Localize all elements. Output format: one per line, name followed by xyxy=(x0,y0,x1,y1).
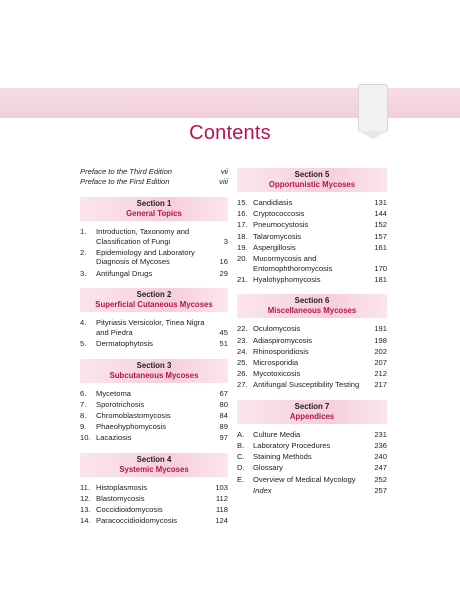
entry-page: 131 xyxy=(374,198,387,207)
toc-entry[interactable] xyxy=(80,422,228,432)
section-title: Subcutaneous Mycoses xyxy=(109,370,199,380)
entry-number: 8. xyxy=(80,410,87,420)
entry-page: 191 xyxy=(374,324,387,334)
entry-page: 252 xyxy=(374,474,387,484)
section-number: Section 5 xyxy=(294,170,330,179)
section-header[interactable] xyxy=(80,288,228,312)
toc-entry[interactable] xyxy=(237,369,387,379)
toc-entry[interactable] xyxy=(237,275,387,285)
toc-entry[interactable] xyxy=(80,505,228,515)
toc-entry[interactable] xyxy=(80,400,228,410)
section-header[interactable] xyxy=(80,453,228,477)
entry-number: 15. xyxy=(237,198,248,207)
toc-entry[interactable] xyxy=(80,516,228,526)
entry-number: 22. xyxy=(237,324,248,334)
entry-page: 157 xyxy=(374,231,387,241)
toc-entry[interactable] xyxy=(80,411,228,421)
entry-title: Chromoblastomycosis xyxy=(96,410,171,420)
section-number: Section 1 xyxy=(136,199,172,208)
toc-entry[interactable] xyxy=(237,254,387,273)
entry-number: 20. xyxy=(237,253,248,263)
section-number: Section 6 xyxy=(294,296,330,306)
entry-page: 202 xyxy=(374,346,387,356)
entry-title: Microsporidia xyxy=(253,357,299,367)
entry-title: Cryptococcosis xyxy=(253,209,305,219)
entry-page: 29 xyxy=(219,268,228,278)
toc-entry[interactable] xyxy=(80,227,228,246)
toc-entry[interactable] xyxy=(80,494,228,504)
entry-number: D. xyxy=(237,463,245,473)
entry-page: 181 xyxy=(374,274,387,284)
entry-title: Hyalohyphomycosis xyxy=(253,274,321,284)
entry-number: 13. xyxy=(80,505,91,515)
right-column xyxy=(237,158,387,497)
section-number: Section 2 xyxy=(136,290,172,300)
entry-page: 170 xyxy=(374,263,387,273)
toc-entry[interactable] xyxy=(237,475,387,485)
section-header[interactable] xyxy=(237,168,387,192)
toc-entry[interactable] xyxy=(237,347,387,357)
entry-title: Introduction, Taxonomy and Classification of Fungi xyxy=(96,227,190,246)
entry-page: 207 xyxy=(374,357,387,367)
preface-list xyxy=(80,167,228,187)
toc-entry[interactable] xyxy=(237,358,387,368)
section-header[interactable] xyxy=(80,197,228,221)
entry-number: 25. xyxy=(237,357,248,367)
entry-title: Candidiasis xyxy=(253,198,293,207)
toc-entry[interactable] xyxy=(237,243,387,253)
entry-number: B. xyxy=(237,441,245,451)
toc-entry[interactable] xyxy=(237,380,387,390)
entry-title: Pityriasis Versicolor, Tinea Nigra and Piedra xyxy=(96,318,205,337)
entry-number: 11. xyxy=(80,482,90,492)
right-sections xyxy=(237,168,387,495)
section-title: Appendices xyxy=(289,411,335,421)
entry-title: Rhinosporidiosis xyxy=(253,346,309,356)
toc-entry[interactable] xyxy=(237,430,387,440)
toc-entry[interactable] xyxy=(80,433,228,443)
section-title: Superficial Cutaneous Mycoses xyxy=(95,300,213,310)
entry-page: 240 xyxy=(374,452,387,462)
entry-page: 3 xyxy=(223,236,228,246)
entry-number: 18. xyxy=(237,231,248,241)
entry-page: 217 xyxy=(374,380,387,390)
toc-entry[interactable] xyxy=(80,483,228,493)
entry-page: 144 xyxy=(374,209,387,219)
preface-page: viii xyxy=(219,177,228,186)
entry-title: Oculomycosis xyxy=(253,324,301,334)
entry-number: 3. xyxy=(80,268,87,278)
entry-page: 257 xyxy=(374,485,387,495)
entry-title: Laboratory Procedures xyxy=(253,441,331,451)
entry-page: 118 xyxy=(215,505,228,515)
entry-number xyxy=(237,486,253,496)
entry-number: 12. xyxy=(80,494,91,504)
entry-number: 19. xyxy=(237,242,248,252)
entry-page: 161 xyxy=(374,242,387,252)
entry-title: Coccidioidomycosis xyxy=(96,505,163,515)
left-sections xyxy=(80,197,228,526)
entry-title: Staining Methods xyxy=(253,452,312,462)
left-column xyxy=(80,167,228,528)
entry-title: Talaromycosis xyxy=(253,231,302,241)
preface-label: Preface to the First Edition xyxy=(80,177,170,186)
preface-item[interactable] xyxy=(80,167,228,177)
entry-number: 14. xyxy=(80,516,91,526)
entry-title: Paracoccidioidomycosis xyxy=(96,516,178,526)
entry-title: Culture Media xyxy=(253,429,301,439)
toc-entry[interactable] xyxy=(237,209,387,219)
entry-title: Blastomycosis xyxy=(96,494,145,504)
entry-number: 10. xyxy=(80,433,91,443)
toc-entry[interactable] xyxy=(80,389,228,399)
section-header[interactable] xyxy=(237,294,387,318)
toc-entry[interactable] xyxy=(237,198,387,208)
entry-title: Lacaziosis xyxy=(96,433,132,443)
toc-entry[interactable] xyxy=(237,336,387,346)
preface-label: Preface to the Third Edition xyxy=(80,167,173,176)
toc-entry[interactable] xyxy=(80,269,228,279)
entry-number: 17. xyxy=(237,220,248,230)
section-title: Miscellaneous Mycoses xyxy=(267,306,357,316)
entry-page: 112 xyxy=(215,494,228,504)
entry-number: 24. xyxy=(237,346,248,356)
entry-title: Mycetoma xyxy=(96,388,132,398)
entry-title: Glossary xyxy=(253,463,283,473)
entry-page: 103 xyxy=(215,482,228,492)
entry-title: Index xyxy=(253,485,272,495)
section-number: Section 7 xyxy=(294,401,330,411)
entry-title: Sporotrichosis xyxy=(96,399,145,409)
entry-number: 27. xyxy=(237,380,248,390)
entry-title: Phaeohyphomycosis xyxy=(96,422,167,432)
toc-entry[interactable] xyxy=(237,220,387,230)
entry-page: 80 xyxy=(219,399,228,409)
preface-item[interactable] xyxy=(80,177,228,187)
toc-entry[interactable] xyxy=(80,248,228,267)
entry-title: Aspergillosis xyxy=(253,242,296,252)
entry-number: A. xyxy=(237,429,245,439)
entry-page: 97 xyxy=(219,433,228,443)
toc-entry[interactable] xyxy=(237,486,387,496)
entry-title: Histoplasmosis xyxy=(96,482,148,492)
page-title: Contents xyxy=(189,122,271,144)
header-band xyxy=(0,88,460,118)
section-title: Opportunistic Mycoses xyxy=(268,180,356,189)
entry-title: Epidemiology and Laboratory Diagnosis of Mycoses xyxy=(96,247,195,267)
entry-page: 84 xyxy=(219,410,228,420)
preface-page: vii xyxy=(220,167,228,176)
entry-title: Pneumocystosis xyxy=(253,220,309,230)
entry-page: 67 xyxy=(219,388,228,398)
entry-title: Adiaspiromycosis xyxy=(253,335,313,345)
entry-page: 236 xyxy=(374,441,387,451)
section-header[interactable] xyxy=(80,359,228,383)
entry-title: Antifungal Susceptibility Testing xyxy=(253,380,360,390)
entry-title: Mycotoxicosis xyxy=(253,369,301,379)
entry-title: Overview of Medical Mycology xyxy=(253,474,356,484)
entry-number: 5. xyxy=(80,338,87,348)
entry-number: 7. xyxy=(80,399,87,409)
section-title: General Topics xyxy=(126,209,182,218)
entry-page: 247 xyxy=(374,463,387,473)
entry-page: 231 xyxy=(374,429,387,439)
entry-title: Dermatophytosis xyxy=(96,338,153,348)
entry-title: Mucormycosis and Entomophthoromycosis xyxy=(253,253,333,273)
entry-number: 9. xyxy=(80,422,87,432)
entry-title: Antifungal Drugs xyxy=(96,268,153,278)
section-title: Systemic Mycoses xyxy=(119,464,189,474)
entry-number: 21. xyxy=(237,274,248,284)
section-number: Section 4 xyxy=(136,454,172,464)
entry-number: E. xyxy=(237,474,245,484)
entry-page: 51 xyxy=(219,338,228,348)
toc-entry[interactable] xyxy=(80,339,228,349)
toc-entry[interactable] xyxy=(237,232,387,242)
entry-number: 6. xyxy=(80,388,87,398)
entry-page: 45 xyxy=(219,327,228,337)
toc-entry[interactable] xyxy=(80,318,228,337)
entry-number: 16. xyxy=(237,209,248,219)
toc-entry[interactable] xyxy=(237,324,387,334)
section-header[interactable] xyxy=(237,400,387,424)
entry-page: 212 xyxy=(374,369,387,379)
toc-entry[interactable] xyxy=(237,441,387,451)
entry-number: 4. xyxy=(80,318,87,328)
entry-number: 1. xyxy=(80,227,87,236)
entry-page: 198 xyxy=(374,335,387,345)
entry-page: 89 xyxy=(219,422,228,432)
toc-entry[interactable] xyxy=(237,452,387,462)
entry-page: 152 xyxy=(374,220,387,230)
entry-page: 124 xyxy=(215,516,228,526)
toc-entry[interactable] xyxy=(237,463,387,473)
entry-number: 23. xyxy=(237,335,248,345)
entry-page: 16 xyxy=(219,257,228,267)
section-number: Section 3 xyxy=(136,360,172,370)
entry-number: C. xyxy=(237,452,245,462)
entry-number: 26. xyxy=(237,369,248,379)
entry-number: 2. xyxy=(80,247,87,257)
